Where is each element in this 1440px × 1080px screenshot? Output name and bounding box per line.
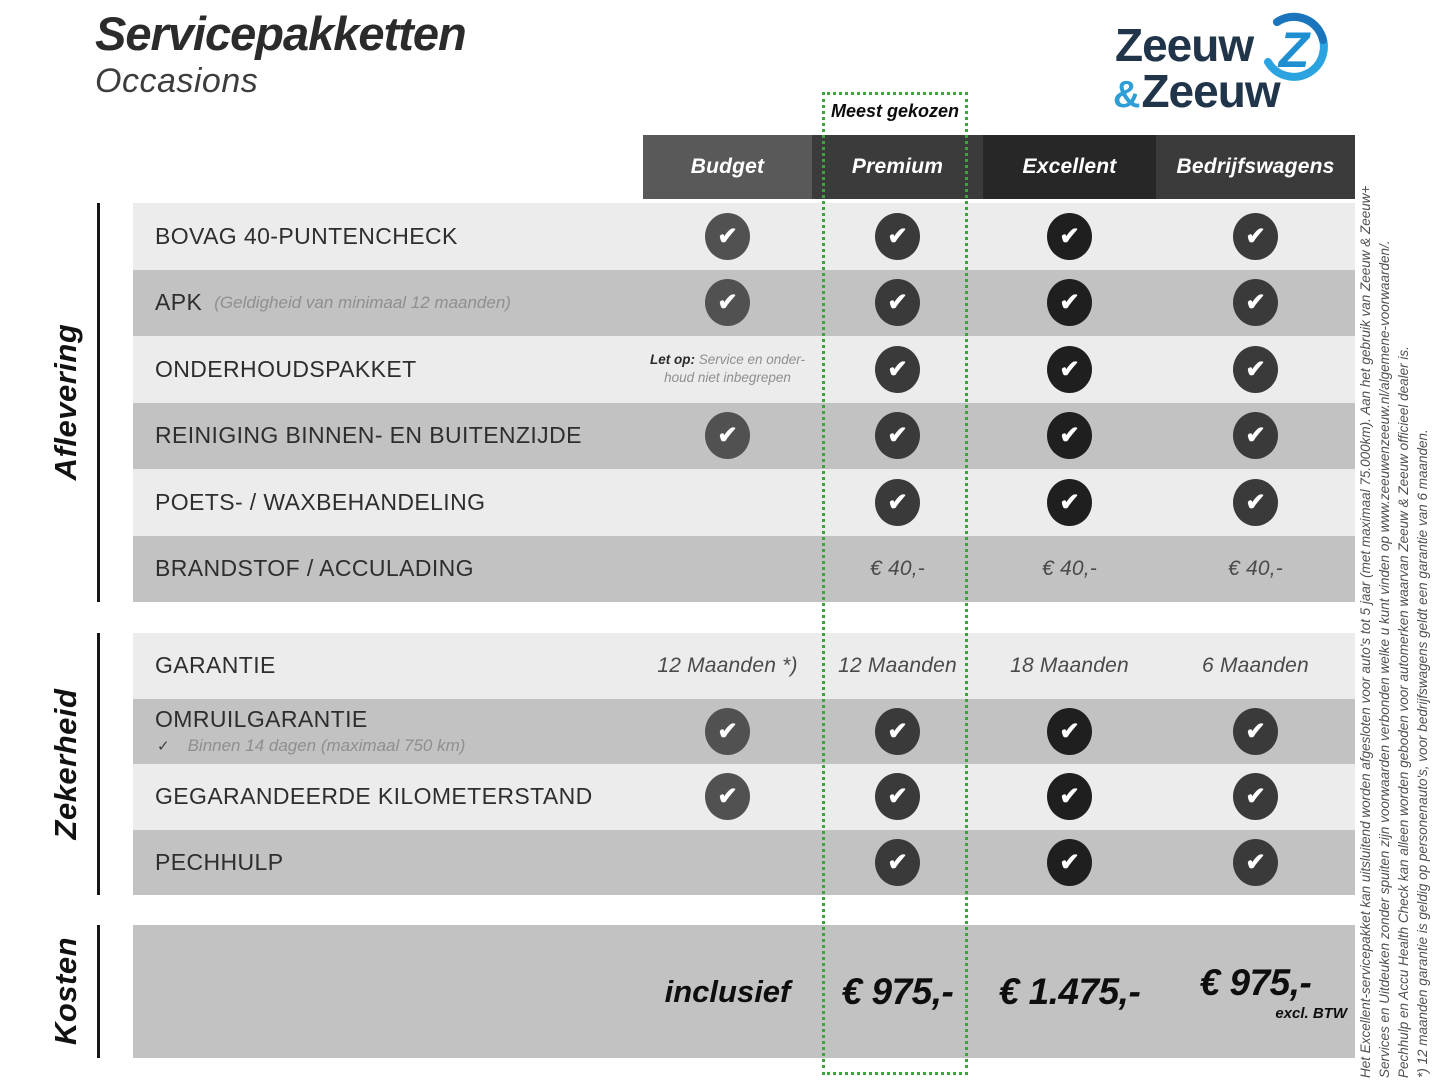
cell-budget — [643, 336, 812, 403]
cell-bedrijfswagens — [1156, 270, 1355, 337]
check-icon: ✔ — [705, 213, 750, 260]
cell-budget — [643, 633, 812, 699]
footnotes-vertical-text — [1356, 118, 1436, 1078]
row-sub-note-text: Binnen 14 dagen (maximaal 750 km) — [187, 736, 466, 756]
table-row — [133, 699, 1355, 765]
cell-premium — [812, 764, 983, 830]
row-label-note: (Geldigheid van minimaal 12 maanden) — [214, 292, 511, 312]
check-icon: ✔ — [1047, 839, 1092, 886]
check-icon: ✔ — [875, 412, 920, 459]
row-label-text: APK — [155, 289, 203, 316]
check-icon: ✔ — [1233, 773, 1278, 820]
cell-budget — [643, 536, 812, 603]
cell-premium — [812, 203, 983, 270]
cell-excellent — [983, 830, 1156, 896]
cell-excellent — [983, 270, 1156, 337]
column-header-premium: Premium — [812, 135, 983, 199]
check-icon: ✔ — [875, 346, 920, 393]
kosten-price: € 975,- — [841, 970, 954, 1012]
cell-bedrijfswagens — [1156, 203, 1355, 270]
cell-note: Let op: Service en onder- houd niet inbegrepen — [649, 352, 806, 386]
cell-budget — [643, 403, 812, 470]
cell-value: € 40,- — [870, 556, 925, 580]
logo-line-2 — [1113, 64, 1280, 118]
check-icon: ✔ — [1233, 412, 1278, 459]
row-label — [133, 633, 643, 699]
row-label-text: ONDERHOUDSPAKKET — [155, 355, 417, 382]
footnote-line-1: Het Excellent-servicepakket kan uitsluitend worden afgesloten voor auto's tot 5 jaar (met maximaal 75.000km). Aan het gebruik van Zeeuw & Zeeuw+ — [1358, 185, 1373, 1078]
row-label-text: BRANDSTOF / ACCULADING — [155, 555, 474, 582]
cell-bedrijfswagens — [1156, 699, 1355, 765]
row-label-text: BOVAG 40-PUNTENCHECK — [155, 222, 458, 249]
check-icon: ✔ — [1047, 708, 1092, 755]
check-icon: ✔ — [1233, 708, 1278, 755]
zeeuw-en-zeeuw-logo — [1105, 6, 1330, 118]
cell-value: 6 Maanden — [1202, 653, 1309, 677]
cell-premium — [812, 830, 983, 896]
kosten-cell-bedrijfswagens — [1156, 925, 1355, 1058]
check-icon: ✔ — [705, 708, 750, 755]
cell-budget — [643, 699, 812, 765]
row-label-text: GARANTIE — [155, 652, 276, 679]
check-icon: ✔ — [1047, 279, 1092, 326]
check-icon: ✔ — [1233, 346, 1278, 393]
cell-budget — [643, 469, 812, 536]
cell-excellent — [983, 403, 1156, 470]
kosten-inclusief: inclusief — [664, 973, 791, 1009]
footnote-line-3: Pechhulp en Accu Health Check kan alleen worden geboden voor automerken waarvan Zeeuw & Zeeuw officieel dealer is. — [1396, 346, 1411, 1078]
footnote-line-2: Services en Uitdeuken zonder spuiten zijn voorwaarden verbonden welke u kunt vinden op www.zeeuwenzeeuw.nl/algemene-voorwaarden/. — [1377, 240, 1392, 1078]
kosten-price-note: excl. BTW — [1275, 1004, 1347, 1022]
cell-value: € 40,- — [1228, 556, 1283, 580]
cell-premium — [812, 633, 983, 699]
kosten-cell-excellent — [983, 925, 1156, 1058]
check-icon: ✔ — [705, 773, 750, 820]
cell-budget — [643, 830, 812, 896]
kosten-cell-budget — [643, 925, 812, 1058]
cell-bedrijfswagens — [1156, 830, 1355, 896]
check-icon: ✔ — [1233, 213, 1278, 260]
row-label — [133, 536, 643, 603]
check-icon: ✔ — [705, 412, 750, 459]
page-subtitle: Occasions — [95, 61, 259, 100]
row-label-text: OMRUILGARANTIE — [155, 706, 368, 733]
logo-word-1: Zeeuw — [1115, 19, 1254, 71]
kosten-price: € 975,- — [1199, 961, 1312, 1003]
check-icon: ✔ — [875, 479, 920, 526]
row-label-text: REINIGING BINNEN- EN BUITENZIJDE — [155, 422, 582, 449]
check-icon: ✔ — [1047, 412, 1092, 459]
cell-value: 18 Maanden — [1010, 653, 1129, 677]
cell-note-lead: Let op: — [649, 352, 699, 368]
title-block — [95, 8, 466, 101]
cell-budget — [643, 203, 812, 270]
cell-excellent — [983, 764, 1156, 830]
cell-budget — [643, 764, 812, 830]
row-label — [133, 699, 643, 765]
check-icon: ✔ — [875, 708, 920, 755]
footnote-line-4: *) 12 maanden garantie is geldig op personenauto's, voor bedrijfswagens geldt een garantie van 6 maanden. — [1415, 429, 1430, 1078]
row-label-text: POETS- / WAXBEHANDELING — [155, 488, 486, 515]
row-label — [133, 830, 643, 896]
section-label-kosten: Kosten — [48, 936, 83, 1046]
cell-excellent — [983, 469, 1156, 536]
column-header-budget: Budget — [643, 135, 812, 199]
table-row — [133, 270, 1355, 337]
section-label-zekerheid: Zekerheid — [48, 688, 83, 840]
cell-premium — [812, 536, 983, 603]
logo-ampersand: & — [1113, 74, 1140, 116]
badge-label: Meest gekozen — [830, 101, 960, 121]
check-icon: ✔ — [875, 773, 920, 820]
check-icon: ✔ — [1047, 346, 1092, 393]
rail-kosten — [97, 925, 100, 1058]
table-row — [133, 764, 1355, 830]
table-row — [133, 336, 1355, 403]
cell-excellent — [983, 699, 1156, 765]
check-icon: ✔ — [1233, 839, 1278, 886]
cell-bedrijfswagens — [1156, 336, 1355, 403]
rail-zekerheid — [97, 633, 100, 895]
table-row — [133, 403, 1355, 470]
check-icon: ✔ — [1047, 479, 1092, 526]
check-icon: ✔ — [875, 839, 920, 886]
section-label-aflevering: Aflevering — [48, 323, 83, 481]
check-icon: ✔ — [1047, 213, 1092, 260]
check-icon: ✔ — [875, 279, 920, 326]
row-label — [133, 270, 643, 337]
cell-bedrijfswagens — [1156, 469, 1355, 536]
cell-value: 12 Maanden *) — [657, 653, 798, 677]
cell-excellent — [983, 536, 1156, 603]
cell-bedrijfswagens — [1156, 403, 1355, 470]
small-check-icon: ✓ — [157, 738, 170, 756]
table-row — [133, 203, 1355, 270]
cell-bedrijfswagens — [1156, 633, 1355, 699]
check-icon: ✔ — [1233, 279, 1278, 326]
cell-excellent — [983, 633, 1156, 699]
cell-premium — [812, 469, 983, 536]
column-header-bedrijfswagens: Bedrijfswagens — [1156, 135, 1355, 199]
cell-bedrijfswagens — [1156, 764, 1355, 830]
column-header-excellent: Excellent — [983, 135, 1156, 199]
cell-premium — [812, 699, 983, 765]
page-title: Servicepakketten — [95, 7, 466, 60]
table-row — [133, 469, 1355, 536]
check-icon: ✔ — [875, 213, 920, 260]
logo-word-2: Zeeuw — [1141, 65, 1280, 117]
kosten-row — [133, 925, 1355, 1058]
row-label — [133, 764, 643, 830]
kosten-price: € 1.475,- — [998, 970, 1141, 1012]
cell-value: 12 Maanden — [838, 653, 957, 677]
row-label — [133, 203, 643, 270]
check-icon: ✔ — [1047, 773, 1092, 820]
cell-excellent — [983, 336, 1156, 403]
table-row — [133, 536, 1355, 603]
row-label — [133, 403, 643, 470]
cell-premium — [812, 403, 983, 470]
cell-bedrijfswagens — [1156, 536, 1355, 603]
check-icon: ✔ — [705, 279, 750, 326]
row-label — [133, 469, 643, 536]
cell-premium — [812, 336, 983, 403]
table-row — [133, 830, 1355, 896]
rail-aflevering — [97, 203, 100, 602]
cell-budget — [643, 270, 812, 337]
cell-premium — [812, 270, 983, 337]
table-row — [133, 633, 1355, 699]
kosten-cell-premium — [812, 925, 983, 1058]
cell-value: € 40,- — [1042, 556, 1097, 580]
row-label-text: PECHHULP — [155, 848, 284, 875]
row-sub-note — [155, 736, 465, 756]
logo-z-glyph: Z — [1278, 22, 1310, 78]
row-label-text: GEGARANDEERDE KILOMETERSTAND — [155, 783, 593, 810]
check-icon: ✔ — [1233, 479, 1278, 526]
cell-excellent — [983, 203, 1156, 270]
row-label — [133, 336, 643, 403]
